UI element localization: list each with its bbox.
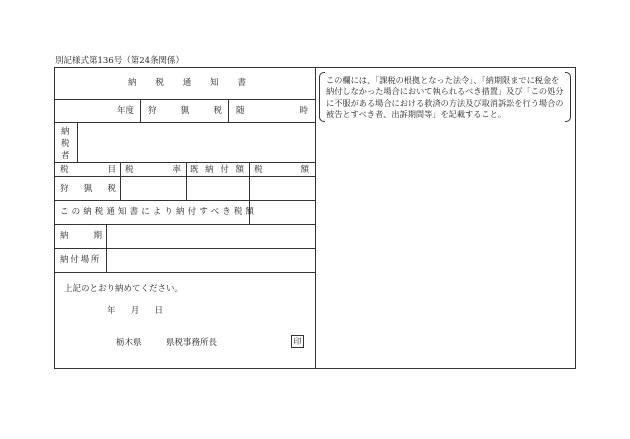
fiscal-year-label: 年度 <box>117 106 135 116</box>
tax-rate-header: 税 率 <box>125 165 181 175</box>
payment-place-label: 納付場所 <box>60 255 102 265</box>
due-date-label: 納 期 <box>60 231 102 241</box>
tax-item-header: 税 目 <box>60 165 116 175</box>
column-divider <box>315 67 316 369</box>
note-bracket-right <box>565 72 571 122</box>
hunting-tax-row-label: 狩 猟 税 <box>60 184 116 194</box>
note-bracket-left <box>319 72 325 122</box>
issuer-prefecture: 栃木県 <box>116 338 142 348</box>
due-date-field[interactable] <box>107 225 314 247</box>
side-note: この欄には、「課税の根拠となった法令」、「納期限までに税金を 納付しなかった場合において執られるべき措置」及び「この処分 に不服がある場合における救済の方法及び取消訴訟を行う場合の 被告とすべき者、出訴期間等」を記載すること。 <box>326 75 564 120</box>
assessment-type-label: 随 時 <box>236 106 308 116</box>
taxpayer-field[interactable] <box>78 123 314 161</box>
form-caption: 別記様式第136号（第24条関係） <box>55 56 185 66</box>
amount-due-field[interactable] <box>250 201 314 223</box>
tax-amount-field[interactable] <box>250 177 314 199</box>
already-paid-header: 既 納 付 額 <box>190 165 244 175</box>
tax-rate-field[interactable] <box>121 177 185 199</box>
tax-name-label: 狩 猟 税 <box>148 106 222 116</box>
already-paid-field[interactable] <box>187 177 248 199</box>
payment-place-field[interactable] <box>107 249 314 271</box>
amount-due-label: この納税通知書により納付すべき税額 <box>60 207 258 217</box>
issue-date-line: 年 月 日 <box>107 306 163 316</box>
taxpayer-label: 納 税 者 <box>61 127 70 161</box>
request-text: 上記のとおり納めてください。 <box>64 284 184 294</box>
form-title: 納 税 通 知 書 <box>128 78 246 88</box>
seal-mark: 印 <box>291 335 304 348</box>
tax-amount-header: 税 額 <box>254 165 309 175</box>
issuer-office-head: 県税事務所長 <box>166 338 218 348</box>
